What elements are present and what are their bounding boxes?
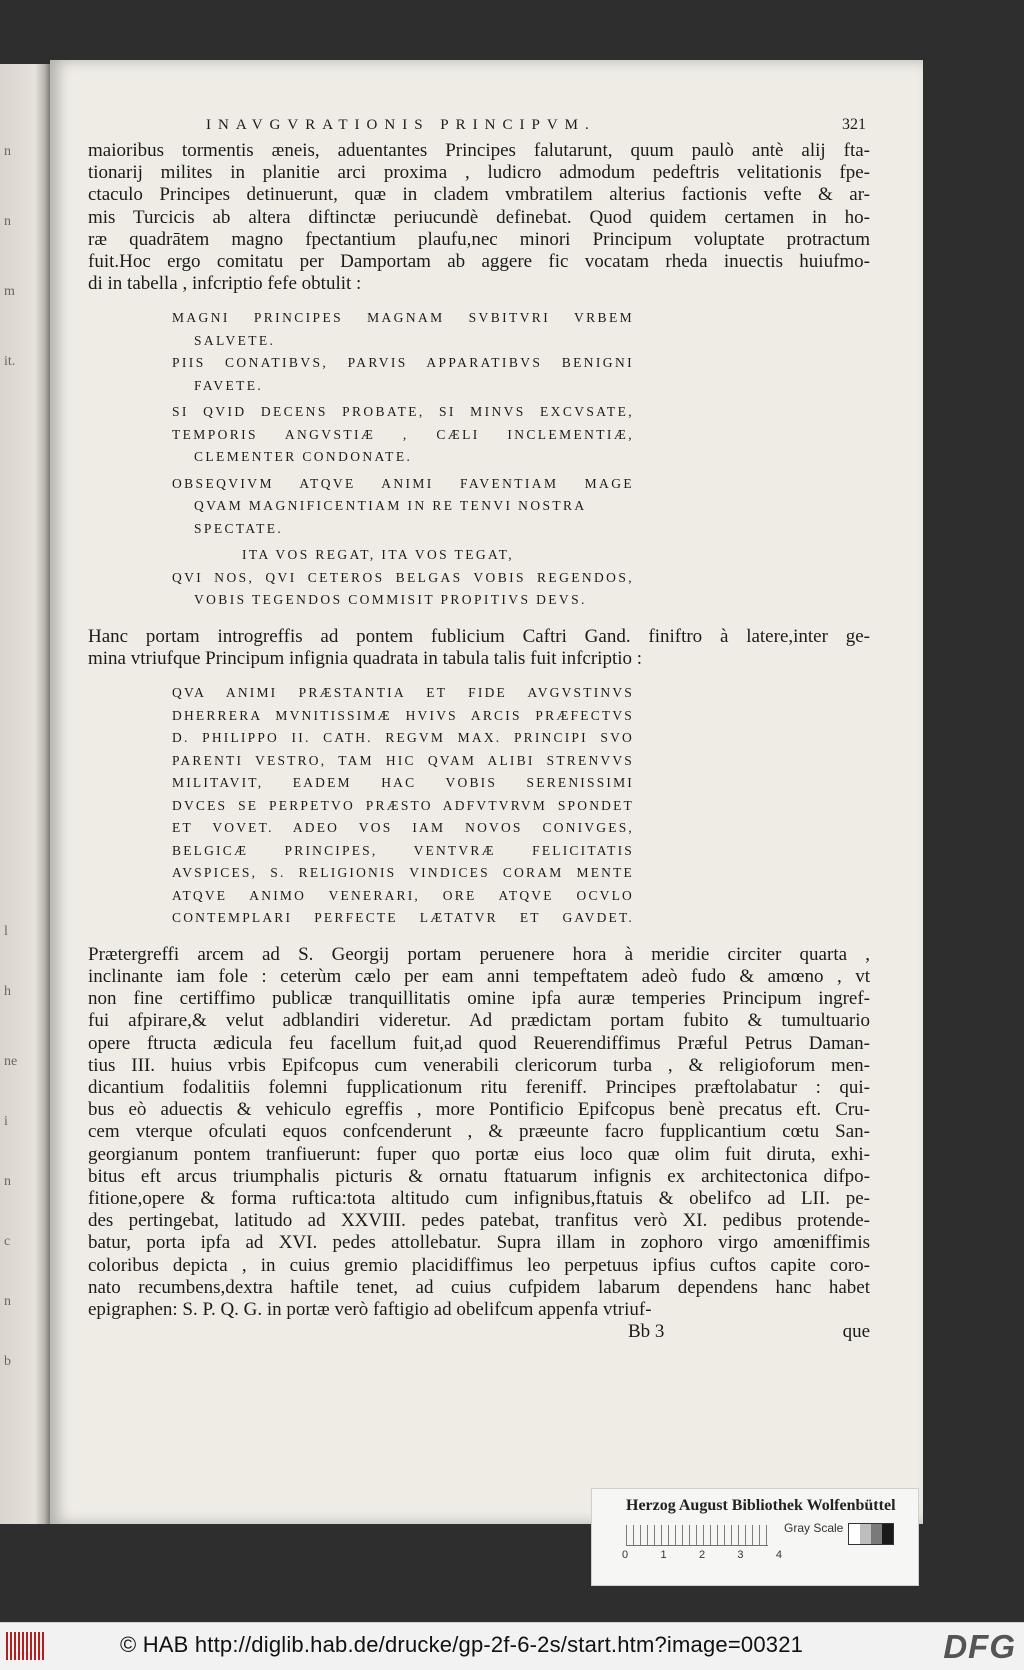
facing-page-fragment: h: [4, 984, 11, 999]
paragraph-1-line: ctaculo Principes detinuerunt, quæ in cladem vmbratilem alterius factionis vefte & ar-: [88, 184, 870, 206]
gray-scale-label: Gray Scale: [784, 1521, 844, 1535]
inscription-2-line: BELGICÆ PRINCIPES, VENTVRÆ FELICITATIS: [172, 842, 634, 858]
paragraph-1-line: maioribus tormentis æneis, aduentantes Principes falutarunt, quum paulò antè alij fta-: [88, 140, 870, 161]
footer-credit-link[interactable]: © HAB http://diglib.hab.de/drucke/gp-2f-6-2s/start.htm?image=00321: [120, 1632, 804, 1657]
facing-page-fragment: n: [4, 144, 11, 159]
paragraph-3: [88, 944, 870, 1321]
catchline: [88, 1321, 870, 1345]
ruler-number: 4: [775, 1549, 782, 1561]
catchword: que: [842, 1321, 870, 1343]
inscription-2-line: CONTEMPLARI PERFECTE LÆTATVR ET GAVDET.: [172, 910, 634, 926]
paragraph-3-line: des pertingebat, latitudo ad XXVIII. pedes patebat, tranfitus verò XI. pedibus protende-: [88, 1210, 870, 1232]
dfg-logo: DFG: [943, 1628, 1016, 1665]
inscription-2-line: D. PHILIPPO II. CATH. REGVM MAX. PRINCIPI SVO: [172, 730, 634, 746]
paragraph-3-line: bitus eft arcus triumphalis picturis & ornatu ftatuarum infignis ex architectonica difpo-: [88, 1165, 870, 1187]
paragraph-3-line: batur, porta ipfa ad XVI. pedes attollebatur. Supra illam in zophoro virgo amœniffimis: [88, 1232, 870, 1254]
paragraph-3-line: nato recumbens,dextra haftile tenet, ad cuius cufpidem labarum dependens hanc habet: [88, 1276, 870, 1298]
hab-barcode-icon: [6, 1632, 46, 1660]
inscription-2-line: QVA ANIMI PRÆSTANTIA ET FIDE AVGVSTINVS: [172, 685, 634, 701]
facing-page-fragment: m: [4, 284, 15, 299]
inscription-1-line: QVI NOS, QVI CETEROS BELGAS VOBIS REGENDOS,: [172, 569, 634, 585]
inscription-1-line: CLEMENTER CONDONATE.: [194, 449, 413, 465]
ruler-number: 1: [660, 1549, 667, 1561]
paragraph-3-line: inclinante iam fole : ceterùm cælo per eam anni tempeftatem adeò fudo & amœno , vt: [88, 966, 870, 988]
ruler-number: 0: [622, 1549, 629, 1561]
paragraph-3-line: opere ftructa ædicula feu facellum fuit,ad quod Reuerendiffimus Præful Petrus Daman-: [88, 1032, 870, 1054]
inscription-2-line: MILITAVIT, EADEM HAC VOBIS SERENISSIMI: [172, 775, 634, 791]
inscription-1-line: PIIS CONATIBVS, PARVIS APPARATIBVS BENIGNI: [172, 355, 634, 371]
inscription-1-line: SI QVID DECENS PROBATE, SI MINVS EXCVSATE,: [172, 404, 634, 420]
inscription-2-line: AVSPICES, S. RELIGIONIS VINDICES CORAM MENTE: [172, 865, 634, 881]
inscription-1-line: SALVETE.: [194, 332, 276, 348]
inscription-2-line: DHERRERA MVNITISSIMÆ HVIVS ARCIS PRÆFECTVS: [172, 707, 634, 723]
facing-page-fragment: n: [4, 214, 11, 229]
paragraph-3-line: georgianum pontem tranfiuerunt: fuper quo portæ eius loco quæ olim fuit diruta, exhi-: [88, 1143, 870, 1165]
library-color-card: [591, 1488, 919, 1586]
paragraph-2: [88, 626, 870, 670]
facing-page-edge: [0, 64, 50, 1524]
gray-swatch: [882, 1524, 893, 1544]
paragraph-1-line: fuit.Hoc ergo comitatu per Damportam ab aggere fic vocatam rheda inuectis huiufmo-: [88, 251, 870, 273]
paragraph-3-line: bus eò aduectis & vehiculo egreffis , more Pontificio Epifcopus benè precatus eft. Cru-: [88, 1099, 870, 1121]
scale-ruler: [626, 1525, 768, 1546]
inscription-1-line: FAVETE.: [194, 377, 264, 393]
inscription-1-line: VOBIS TEGENDOS COMMISIT PROPITIVS DEVS.: [194, 592, 587, 608]
gray-swatch: [871, 1524, 882, 1544]
paragraph-3-line: dicantium fodalitiis folemni fupplicationum ritu fereniff. Principes præftolabatur : qui-: [88, 1077, 870, 1099]
page-number: 321: [842, 116, 866, 133]
facing-page-fragment: ne: [4, 1054, 18, 1069]
inscription-2-line: PARENTI VESTRO, TAM HIC QVAM ALIBI STRENVVS: [172, 752, 634, 768]
inscription-1-line: OBSEQVIVM ATQVE ANIMI FAVENTIAM MAGE: [172, 475, 634, 491]
facing-page-fragment: b: [4, 1354, 11, 1369]
paragraph-2-line: mina vtriufque Principum infignia quadrata in tabula talis fuit infcriptio :: [88, 648, 643, 670]
footer-bar: [0, 1622, 1024, 1670]
paragraph-3-line: Prætergreffi arcem ad S. Georgij portam peruenere hora à meridie circiter quarta ,: [88, 943, 870, 965]
inscription-1-line: ITA VOS REGAT, ITA VOS TEGAT,: [242, 547, 515, 563]
paragraph-1-line: di in tabella , infcriptio fefe obtulit :: [88, 273, 362, 295]
signature-mark: Bb 3: [628, 1321, 665, 1343]
inscription-1-line: MAGNI PRINCIPES MAGNAM SVBITVRI VRBEM: [172, 310, 634, 326]
inscription-1-line: QVAM MAGNIFICENTIAM IN RE TENVI NOSTRA: [194, 498, 587, 514]
facing-page-fragment: n: [4, 1174, 11, 1189]
paragraph-3-line: fitione,opere & forma ruftica:tota altitudo cum infignibus,ftatuis & obelifco ad LII. pe-: [88, 1188, 870, 1210]
inscription-2-line: ATQVE ANIMO VENERARI, ORE ATQVE OCVLO: [172, 887, 634, 903]
inscription-2-line: DVCES SE PERPETVO PRÆSTO ADFVTVRVM SPONDET: [172, 797, 634, 813]
facing-page-fragment: n: [4, 1294, 11, 1309]
paragraph-1: [88, 140, 870, 295]
ruler-number: 3: [737, 1549, 744, 1561]
paragraph-3-line: tius III. huius vrbis Epifcopus cum venerabili clericorum turba , & religioforum men-: [88, 1054, 870, 1076]
ruler-numbers: [622, 1549, 782, 1561]
inscription-1-line: SPECTATE.: [194, 520, 284, 536]
paragraph-1-line: ræ quadrātem magno fpectantium plaufu,nec minori Principum voluptate protractum: [88, 228, 870, 250]
paragraph-2-line: Hanc portam introgreffis ad pontem fublicium Caftri Gand. finiftro à latere,inter ge-: [88, 625, 870, 647]
gray-swatch: [860, 1524, 871, 1544]
gray-scale-swatches: [848, 1523, 894, 1545]
inscription-1-line: TEMPORIS ANGVSTIÆ , CÆLI INCLEMENTIÆ,: [172, 426, 634, 442]
page-text-area: [88, 116, 870, 1345]
library-name: Herzog August Bibliothek Wolfenbüttel: [626, 1497, 896, 1514]
inscription-2-line: ET VOVET. ADEO VOS IAM NOVOS CONIVGES,: [172, 820, 634, 836]
facing-page-fragment: i: [4, 1114, 8, 1129]
paragraph-3-line: cem vterque ofculati equos confcenderunt , & præeunte facro fupplicantium cœtu San-: [88, 1121, 870, 1143]
ruler-number: 2: [698, 1549, 706, 1561]
paragraph-1-line: mis Turcicis ab altera diftinctæ periucundè definebat. Quod quidem certamen in ho-: [88, 206, 870, 228]
book-page: [50, 60, 923, 1524]
running-head-title: INAVGVRATIONIS PRINCIPVM.: [206, 117, 596, 133]
paragraph-3-line: non fine certiffimo publicæ tranquillitatis omine ipfa auræ temperies Principum ingref-: [88, 988, 870, 1010]
facing-page-fragment: l: [4, 924, 8, 939]
facing-page-fragment: it.: [4, 354, 16, 369]
paragraph-3-line: fui afpirare,& velut adblandiri videretur. Ad prædictam portam fubito & tumultuario: [88, 1010, 870, 1032]
paragraph-3-line: coloribus depicta , in cuius gremio placidiffimus leo perpetuus ipfius cuftos capite coro-: [88, 1254, 870, 1276]
running-head: [88, 116, 870, 140]
gray-swatch: [849, 1524, 860, 1544]
paragraph-1-line: tionarij milites in planitie arci proxima , ludicro admodum pedeftris velitationis fpe-: [88, 162, 870, 184]
paragraph-3-line: epigraphen: S. P. Q. G. in portæ verò faftigio ad obelifcum appenfa vtriuf-: [88, 1299, 652, 1321]
facing-page-fragment: c: [4, 1234, 11, 1249]
inscription-2: [172, 682, 634, 930]
inscription-1: [172, 307, 634, 612]
